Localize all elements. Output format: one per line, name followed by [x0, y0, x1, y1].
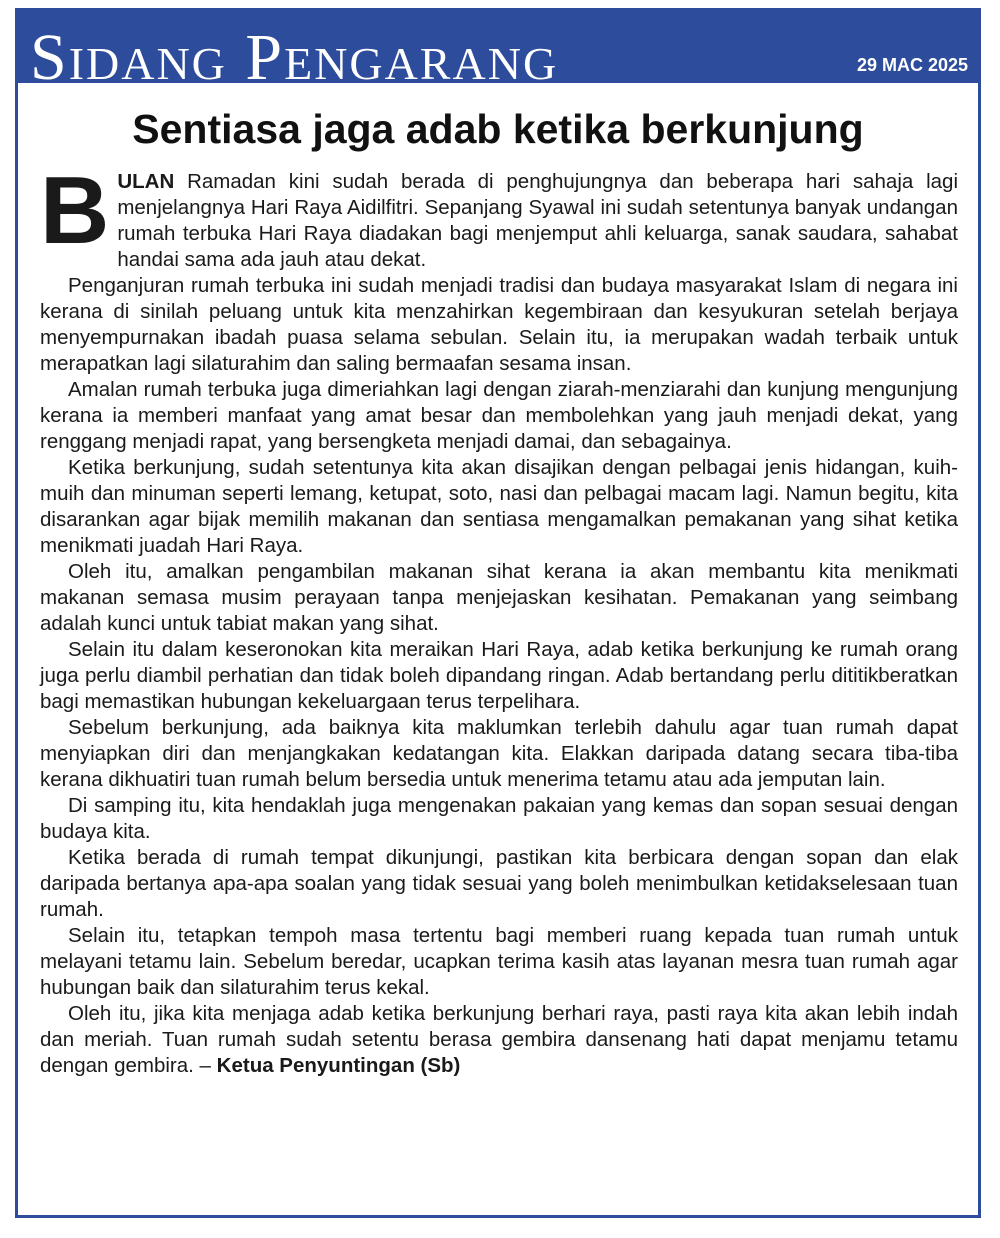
article-body: [40, 157, 958, 1079]
article-paragraph-7: Sebelum berkunjung, ada baiknya kita maklumkan terlebih dahulu agar tuan rumah dapat menyiapkan diri dan menjangkakan kedatangan kita. Elakkan daripada datang secara tiba-tiba kerana dikhuatiri tuan rumah belum bersedia untuk menerima tetamu atau ada jemputan lain.: [40, 716, 958, 791]
section-title: Sidang Pengarang: [30, 21, 559, 83]
article-headline: Sentiasa jaga adab ketika berkunjung: [132, 106, 864, 152]
byline: Ketua Penyuntingan (Sb): [216, 1054, 461, 1077]
publication-date: 29 MAC 2025: [856, 55, 968, 75]
article-paragraph-8: Di samping itu, kita hendaklah juga mengenakan pakaian yang kemas dan sopan sesuai dengan budaya kita.: [40, 794, 958, 843]
article-paragraph-5: Oleh itu, amalkan pengambilan makanan sihat kerana ia akan membantu kita menikmati makanan semasa musim perayaan tanpa menjejaskan kesihatan. Pemakanan yang seimbang adalah kunci untuk tabiat makan yang sihat.: [40, 560, 958, 635]
article-paragraph-6: Selain itu dalam keseronokan kita meraikan Hari Raya, adab ketika berkunjung ke rumah orang juga perlu diambil perhatian dan tidak boleh dipandang ringan. Adab bertandang perlu dititikberatkan bagi memastikan hubungan kekeluargaan terus terpelihara.: [40, 638, 958, 713]
article-paragraph-3: Amalan rumah terbuka juga dimeriahkan lagi dengan ziarah-menziarahi dan kunjung mengunjung kerana ia memberi manfaat yang amat besar dan membolehkan yang jauh menjadi dekat, yang renggang menjadi rapat, yang bersengketa menjadi damai, dan sebagainya.: [40, 378, 958, 453]
lead-word: ULAN: [117, 170, 175, 193]
editorial-frame: [15, 8, 981, 1218]
article-paragraph-1: [40, 157, 958, 273]
article-paragraph-10: Selain itu, tetapkan tempoh masa tertentu bagi memberi ruang kepada tuan rumah untuk melayani tetamu lain. Sebelum beredar, ucapkan terima kasih atas layanan mesra tuan rumah agar hubungan baik dan silaturahim terus kekal.: [40, 924, 958, 999]
article-paragraph-9: Ketika berada di rumah tempat dikunjungi, pastikan kita berbicara dengan sopan dan elak daripada bertanya apa-apa soalan yang tidak sesuai yang boleh menimbulkan ketidakselesaan tuan rumah.: [40, 846, 958, 921]
drop-cap: B: [40, 157, 110, 264]
article-paragraph-4: Ketika berkunjung, sudah setentunya kita akan disajikan dengan pelbagai jenis hidangan, kuih-muih dan minuman seperti lemang, ketupat, soto, nasi dan pelbagai macam lagi. Namun begitu, kita disarankan agar bijak memilih makanan dan sentiasa mengamalkan pemakanan yang sihat ketika menikmati juadah Hari Raya.: [40, 456, 958, 557]
paragraph-text: Ramadan kini sudah berada di penghujungnya dan beberapa hari sahaja lagi menjelangnya Hari Raya Aidilfitri. Sepanjang Syawal ini sudah setentunya banyak undangan rumah terbuka Hari Raya diadakan bagi menjemput ahli keluarga, sanak saudara, sahabat handai sama ada jauh atau dekat.: [117, 170, 958, 271]
article-paragraph-2: Penganjuran rumah terbuka ini sudah menjadi tradisi dan budaya masyarakat Islam di negara ini kerana di sinilah peluang untuk kita menzahirkan kegembiraan dan kesyukuran setelah berjaya menyempurnakan ibadah puasa selama sebulan. Selain itu, ia merupakan wadah terbaik untuk merapatkan lagi silaturahim dan saling bermaafan sesama insan.: [40, 274, 958, 375]
paragraph-text: Oleh itu, jika kita menjaga adab ketika berkunjung berhari raya, pasti raya kita akan lebih indah dan meriah. Tuan rumah sudah setentu berasa gembira dansenang hati dapat menjamu tetamu dengan gembira. –: [40, 1002, 958, 1077]
article-paragraph-11: [40, 1001, 958, 1079]
section-banner: [18, 11, 978, 83]
